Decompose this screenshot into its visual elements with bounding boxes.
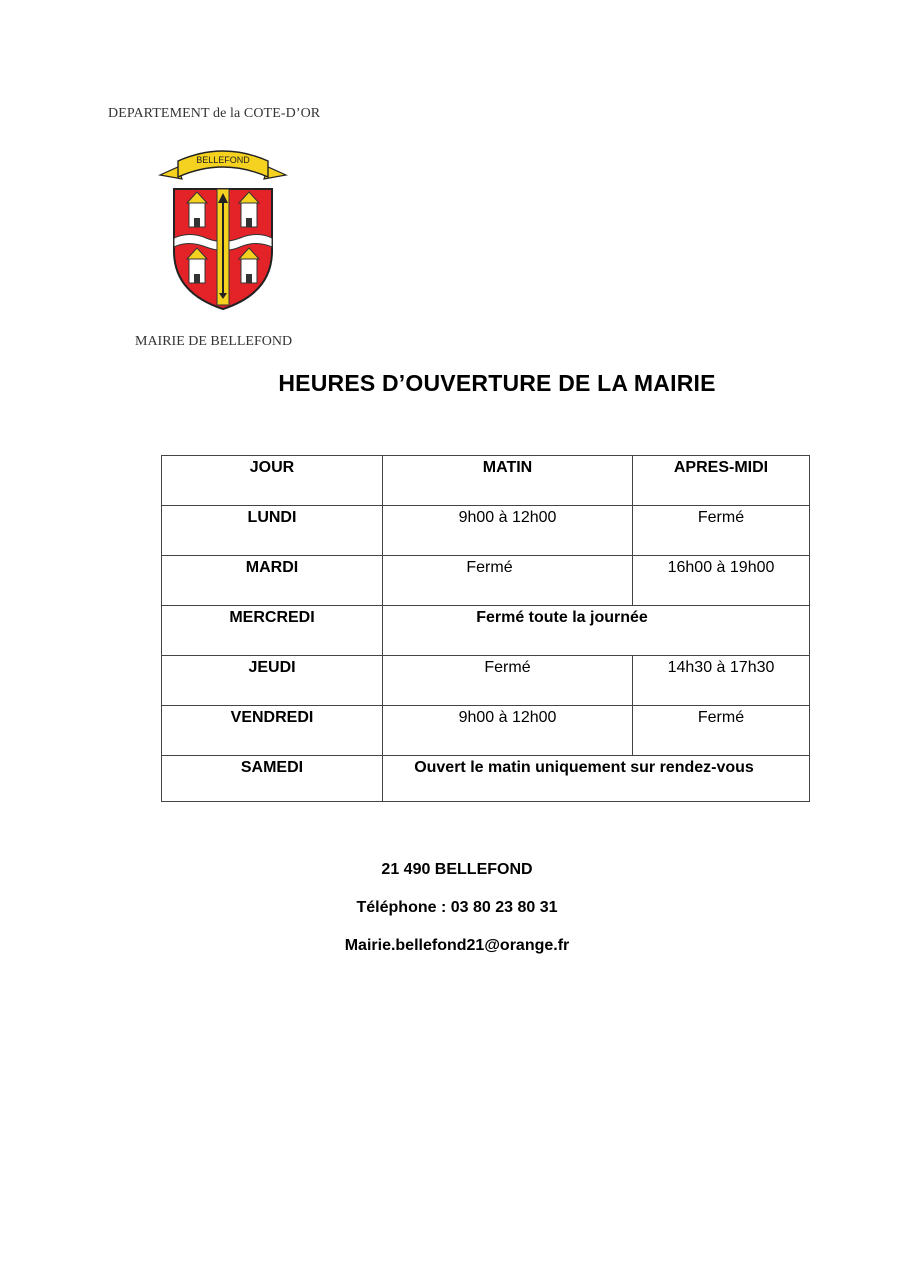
- opening-hours-table: [161, 455, 810, 802]
- header-morning: MATIN: [383, 456, 633, 506]
- table-row: [162, 556, 810, 606]
- afternoon-cell: 14h30 à 17h30: [633, 656, 810, 706]
- table-row: [162, 706, 810, 756]
- day-cell: VENDREDI: [162, 706, 383, 756]
- header-day: JOUR: [162, 456, 383, 506]
- merged-cell: Ouvert le matin uniquement sur rendez-vous: [383, 756, 810, 802]
- day-cell: MARDI: [162, 556, 383, 606]
- morning-cell: Fermé: [383, 556, 633, 606]
- header-afternoon: APRES-MIDI: [633, 456, 810, 506]
- afternoon-cell: Fermé: [633, 706, 810, 756]
- morning-cell: 9h00 à 12h00: [383, 706, 633, 756]
- table-row: [162, 606, 810, 656]
- morning-cell: Fermé: [383, 656, 633, 706]
- department-header: DEPARTEMENT de la COTE-D’OR: [108, 106, 321, 121]
- page-title: HEURES D’OUVERTURE DE LA MAIRIE: [278, 370, 716, 396]
- afternoon-cell: Fermé: [633, 506, 810, 556]
- afternoon-cell: 16h00 à 19h00: [633, 556, 810, 606]
- contact-address: 21 490 BELLEFOND: [381, 861, 533, 878]
- table-row: [162, 756, 810, 802]
- bellefond-crest-logo: [156, 143, 290, 313]
- contact-phone: Téléphone : 03 80 23 80 31: [356, 899, 558, 916]
- table-row: [162, 506, 810, 556]
- merged-cell: Fermé toute la journée: [383, 606, 810, 656]
- table-row: [162, 656, 810, 706]
- day-cell: JEUDI: [162, 656, 383, 706]
- crest-banner-text: BELLEFOND: [196, 155, 250, 165]
- table-header-row: [162, 456, 810, 506]
- morning-cell: 9h00 à 12h00: [383, 506, 633, 556]
- contact-email: Mairie.bellefond21@orange.fr: [344, 937, 570, 954]
- day-cell: MERCREDI: [162, 606, 383, 656]
- day-cell: SAMEDI: [162, 756, 383, 802]
- day-cell: LUNDI: [162, 506, 383, 556]
- mairie-name: MAIRIE DE BELLEFOND: [135, 334, 293, 349]
